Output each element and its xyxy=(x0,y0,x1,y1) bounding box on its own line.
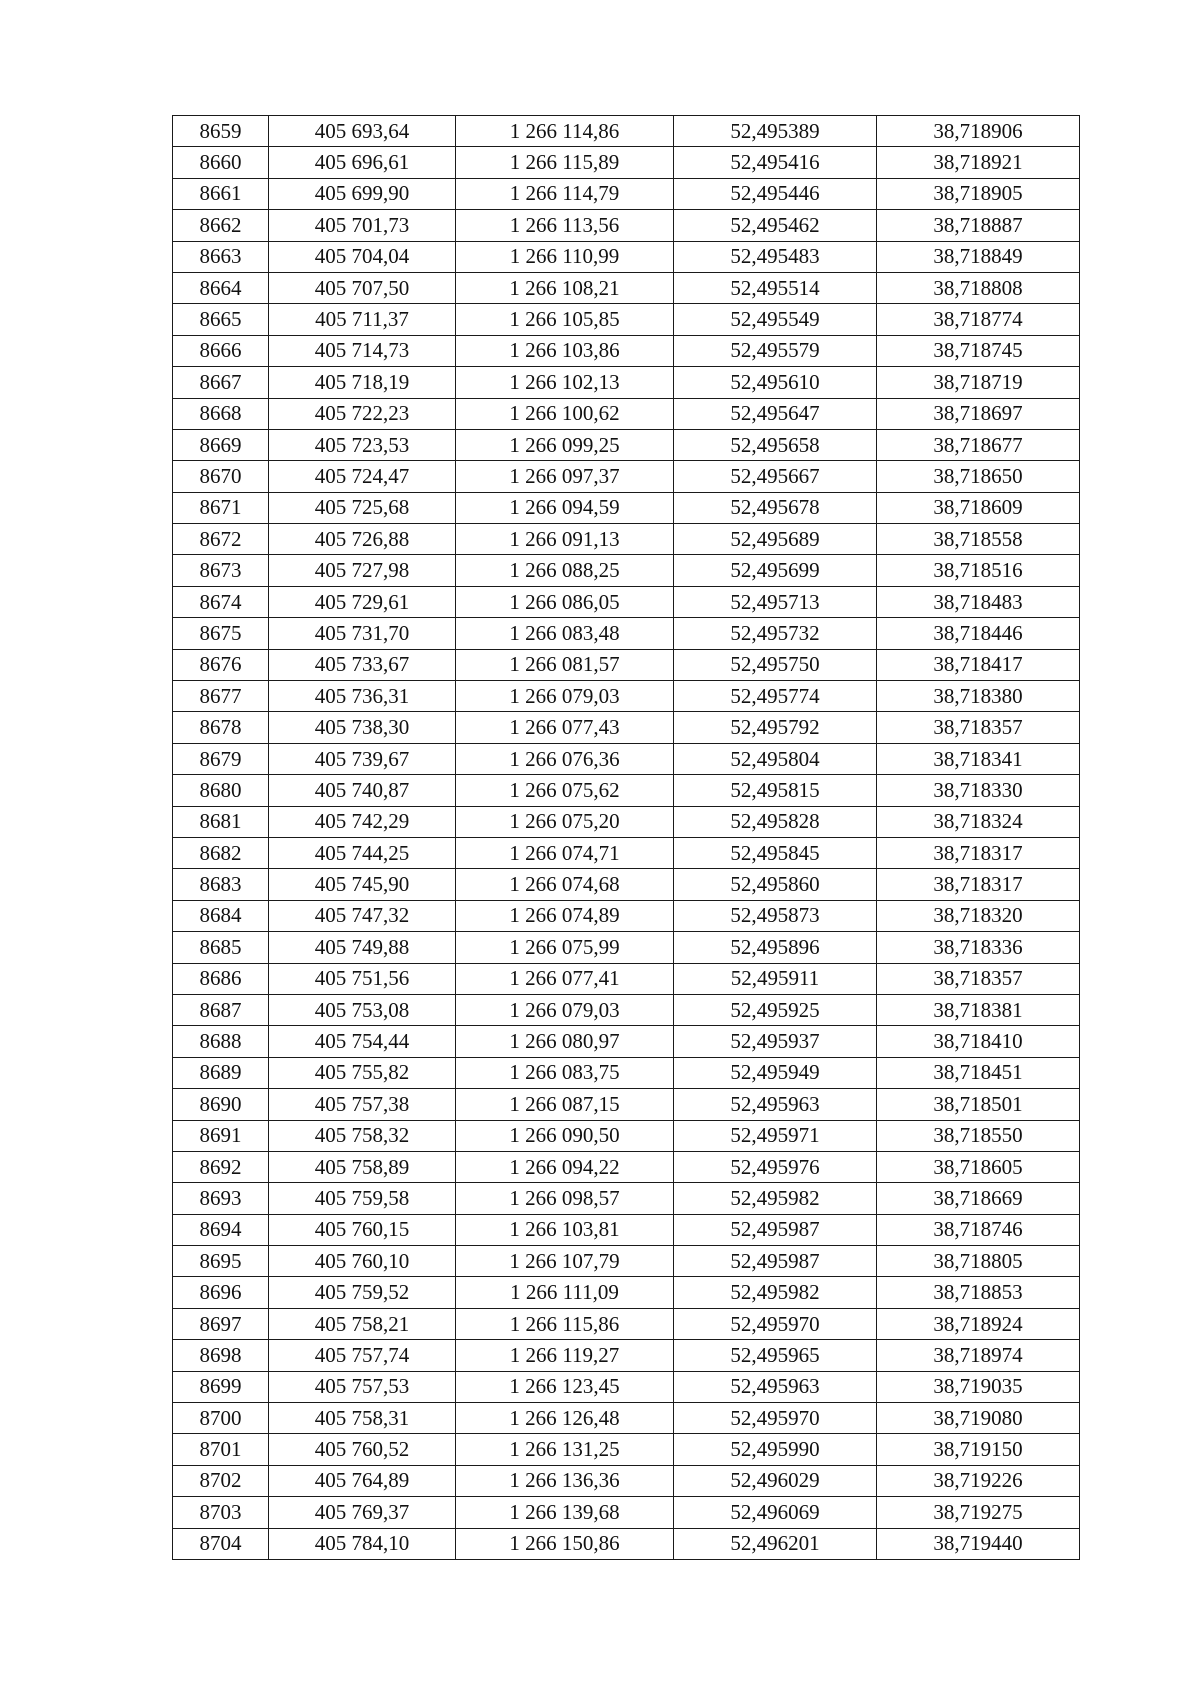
longitude-cell: 38,719035 xyxy=(877,1371,1080,1402)
point-number-cell: 8672 xyxy=(173,524,269,555)
y-coordinate-cell: 1 266 114,79 xyxy=(456,178,674,209)
y-coordinate-cell: 1 266 076,36 xyxy=(456,743,674,774)
table-row xyxy=(173,1403,1080,1434)
longitude-cell: 38,718697 xyxy=(877,398,1080,429)
point-number-cell: 8661 xyxy=(173,178,269,209)
x-coordinate-cell: 405 736,31 xyxy=(269,681,456,712)
y-coordinate-cell: 1 266 108,21 xyxy=(456,272,674,303)
y-coordinate-cell: 1 266 087,15 xyxy=(456,1089,674,1120)
point-number-cell: 8669 xyxy=(173,429,269,460)
latitude-cell: 52,495911 xyxy=(674,963,877,994)
x-coordinate-cell: 405 722,23 xyxy=(269,398,456,429)
x-coordinate-cell: 405 726,88 xyxy=(269,524,456,555)
point-number-cell: 8660 xyxy=(173,147,269,178)
x-coordinate-cell: 405 754,44 xyxy=(269,1026,456,1057)
table-row xyxy=(173,1497,1080,1528)
longitude-cell: 38,718336 xyxy=(877,932,1080,963)
table-row xyxy=(173,1465,1080,1496)
y-coordinate-cell: 1 266 098,57 xyxy=(456,1183,674,1214)
x-coordinate-cell: 405 784,10 xyxy=(269,1528,456,1559)
latitude-cell: 52,495963 xyxy=(674,1371,877,1402)
longitude-cell: 38,718320 xyxy=(877,900,1080,931)
longitude-cell: 38,718609 xyxy=(877,492,1080,523)
latitude-cell: 52,495982 xyxy=(674,1183,877,1214)
latitude-cell: 52,495699 xyxy=(674,555,877,586)
x-coordinate-cell: 405 733,67 xyxy=(269,649,456,680)
x-coordinate-cell: 405 701,73 xyxy=(269,210,456,241)
table-row xyxy=(173,116,1080,147)
table-row xyxy=(173,1308,1080,1339)
longitude-cell: 38,718446 xyxy=(877,618,1080,649)
table-row xyxy=(173,1528,1080,1559)
y-coordinate-cell: 1 266 088,25 xyxy=(456,555,674,586)
y-coordinate-cell: 1 266 139,68 xyxy=(456,1497,674,1528)
x-coordinate-cell: 405 693,64 xyxy=(269,116,456,147)
x-coordinate-cell: 405 745,90 xyxy=(269,869,456,900)
point-number-cell: 8697 xyxy=(173,1308,269,1339)
y-coordinate-cell: 1 266 075,99 xyxy=(456,932,674,963)
y-coordinate-cell: 1 266 131,25 xyxy=(456,1434,674,1465)
x-coordinate-cell: 405 727,98 xyxy=(269,555,456,586)
point-number-cell: 8682 xyxy=(173,837,269,868)
table-row xyxy=(173,994,1080,1025)
point-number-cell: 8677 xyxy=(173,681,269,712)
point-number-cell: 8679 xyxy=(173,743,269,774)
latitude-cell: 52,495549 xyxy=(674,304,877,335)
point-number-cell: 8674 xyxy=(173,586,269,617)
longitude-cell: 38,718558 xyxy=(877,524,1080,555)
table-row xyxy=(173,1120,1080,1151)
point-number-cell: 8676 xyxy=(173,649,269,680)
point-number-cell: 8663 xyxy=(173,241,269,272)
table-row xyxy=(173,712,1080,743)
table-row xyxy=(173,461,1080,492)
table-row xyxy=(173,618,1080,649)
longitude-cell: 38,718906 xyxy=(877,116,1080,147)
latitude-cell: 52,495667 xyxy=(674,461,877,492)
point-number-cell: 8703 xyxy=(173,1497,269,1528)
point-number-cell: 8684 xyxy=(173,900,269,931)
point-number-cell: 8678 xyxy=(173,712,269,743)
longitude-cell: 38,718330 xyxy=(877,775,1080,806)
longitude-cell: 38,719440 xyxy=(877,1528,1080,1559)
y-coordinate-cell: 1 266 100,62 xyxy=(456,398,674,429)
longitude-cell: 38,718550 xyxy=(877,1120,1080,1151)
longitude-cell: 38,718774 xyxy=(877,304,1080,335)
table-row xyxy=(173,555,1080,586)
longitude-cell: 38,718853 xyxy=(877,1277,1080,1308)
longitude-cell: 38,718483 xyxy=(877,586,1080,617)
x-coordinate-cell: 405 759,52 xyxy=(269,1277,456,1308)
table-row xyxy=(173,1183,1080,1214)
y-coordinate-cell: 1 266 090,50 xyxy=(456,1120,674,1151)
y-coordinate-cell: 1 266 123,45 xyxy=(456,1371,674,1402)
x-coordinate-cell: 405 731,70 xyxy=(269,618,456,649)
x-coordinate-cell: 405 760,52 xyxy=(269,1434,456,1465)
longitude-cell: 38,718605 xyxy=(877,1151,1080,1182)
x-coordinate-cell: 405 749,88 xyxy=(269,932,456,963)
latitude-cell: 52,495982 xyxy=(674,1277,877,1308)
longitude-cell: 38,718501 xyxy=(877,1089,1080,1120)
table-row xyxy=(173,1434,1080,1465)
table-row xyxy=(173,1026,1080,1057)
y-coordinate-cell: 1 266 079,03 xyxy=(456,994,674,1025)
longitude-cell: 38,718974 xyxy=(877,1340,1080,1371)
latitude-cell: 52,495446 xyxy=(674,178,877,209)
y-coordinate-cell: 1 266 097,37 xyxy=(456,461,674,492)
x-coordinate-cell: 405 747,32 xyxy=(269,900,456,931)
point-number-cell: 8683 xyxy=(173,869,269,900)
longitude-cell: 38,718887 xyxy=(877,210,1080,241)
y-coordinate-cell: 1 266 080,97 xyxy=(456,1026,674,1057)
latitude-cell: 52,495678 xyxy=(674,492,877,523)
longitude-cell: 38,719080 xyxy=(877,1403,1080,1434)
longitude-cell: 38,718516 xyxy=(877,555,1080,586)
table-row xyxy=(173,1214,1080,1245)
latitude-cell: 52,495937 xyxy=(674,1026,877,1057)
latitude-cell: 52,495462 xyxy=(674,210,877,241)
latitude-cell: 52,495658 xyxy=(674,429,877,460)
x-coordinate-cell: 405 724,47 xyxy=(269,461,456,492)
table-row xyxy=(173,398,1080,429)
y-coordinate-cell: 1 266 094,59 xyxy=(456,492,674,523)
table-row xyxy=(173,743,1080,774)
x-coordinate-cell: 405 755,82 xyxy=(269,1057,456,1088)
latitude-cell: 52,495976 xyxy=(674,1151,877,1182)
y-coordinate-cell: 1 266 086,05 xyxy=(456,586,674,617)
latitude-cell: 52,495713 xyxy=(674,586,877,617)
x-coordinate-cell: 405 696,61 xyxy=(269,147,456,178)
longitude-cell: 38,718669 xyxy=(877,1183,1080,1214)
point-number-cell: 8694 xyxy=(173,1214,269,1245)
longitude-cell: 38,718650 xyxy=(877,461,1080,492)
table-row xyxy=(173,178,1080,209)
longitude-cell: 38,718905 xyxy=(877,178,1080,209)
x-coordinate-cell: 405 729,61 xyxy=(269,586,456,617)
latitude-cell: 52,496201 xyxy=(674,1528,877,1559)
x-coordinate-cell: 405 740,87 xyxy=(269,775,456,806)
table-row xyxy=(173,649,1080,680)
longitude-cell: 38,718357 xyxy=(877,712,1080,743)
y-coordinate-cell: 1 266 099,25 xyxy=(456,429,674,460)
x-coordinate-cell: 405 699,90 xyxy=(269,178,456,209)
longitude-cell: 38,718808 xyxy=(877,272,1080,303)
x-coordinate-cell: 405 760,15 xyxy=(269,1214,456,1245)
latitude-cell: 52,495971 xyxy=(674,1120,877,1151)
latitude-cell: 52,495689 xyxy=(674,524,877,555)
latitude-cell: 52,495774 xyxy=(674,681,877,712)
latitude-cell: 52,496029 xyxy=(674,1465,877,1496)
y-coordinate-cell: 1 266 083,48 xyxy=(456,618,674,649)
longitude-cell: 38,718805 xyxy=(877,1246,1080,1277)
y-coordinate-cell: 1 266 091,13 xyxy=(456,524,674,555)
coordinates-table-body xyxy=(173,116,1080,1560)
y-coordinate-cell: 1 266 103,86 xyxy=(456,335,674,366)
point-number-cell: 8692 xyxy=(173,1151,269,1182)
latitude-cell: 52,495970 xyxy=(674,1308,877,1339)
x-coordinate-cell: 405 759,58 xyxy=(269,1183,456,1214)
table-row xyxy=(173,586,1080,617)
y-coordinate-cell: 1 266 126,48 xyxy=(456,1403,674,1434)
table-row xyxy=(173,241,1080,272)
table-row xyxy=(173,806,1080,837)
y-coordinate-cell: 1 266 074,68 xyxy=(456,869,674,900)
x-coordinate-cell: 405 739,67 xyxy=(269,743,456,774)
y-coordinate-cell: 1 266 150,86 xyxy=(456,1528,674,1559)
longitude-cell: 38,718921 xyxy=(877,147,1080,178)
point-number-cell: 8664 xyxy=(173,272,269,303)
point-number-cell: 8668 xyxy=(173,398,269,429)
longitude-cell: 38,718719 xyxy=(877,367,1080,398)
longitude-cell: 38,718745 xyxy=(877,335,1080,366)
latitude-cell: 52,495860 xyxy=(674,869,877,900)
latitude-cell: 52,496069 xyxy=(674,1497,877,1528)
latitude-cell: 52,495610 xyxy=(674,367,877,398)
point-number-cell: 8670 xyxy=(173,461,269,492)
latitude-cell: 52,495965 xyxy=(674,1340,877,1371)
point-number-cell: 8693 xyxy=(173,1183,269,1214)
point-number-cell: 8659 xyxy=(173,116,269,147)
point-number-cell: 8675 xyxy=(173,618,269,649)
x-coordinate-cell: 405 725,68 xyxy=(269,492,456,523)
latitude-cell: 52,495987 xyxy=(674,1246,877,1277)
point-number-cell: 8696 xyxy=(173,1277,269,1308)
y-coordinate-cell: 1 266 113,56 xyxy=(456,210,674,241)
y-coordinate-cell: 1 266 105,85 xyxy=(456,304,674,335)
table-row xyxy=(173,147,1080,178)
point-number-cell: 8686 xyxy=(173,963,269,994)
point-number-cell: 8704 xyxy=(173,1528,269,1559)
longitude-cell: 38,718341 xyxy=(877,743,1080,774)
longitude-cell: 38,718677 xyxy=(877,429,1080,460)
latitude-cell: 52,495987 xyxy=(674,1214,877,1245)
longitude-cell: 38,718324 xyxy=(877,806,1080,837)
longitude-cell: 38,719150 xyxy=(877,1434,1080,1465)
table-row xyxy=(173,210,1080,241)
table-row xyxy=(173,1340,1080,1371)
table-row xyxy=(173,429,1080,460)
y-coordinate-cell: 1 266 103,81 xyxy=(456,1214,674,1245)
table-row xyxy=(173,1151,1080,1182)
x-coordinate-cell: 405 753,08 xyxy=(269,994,456,1025)
y-coordinate-cell: 1 266 107,79 xyxy=(456,1246,674,1277)
longitude-cell: 38,718924 xyxy=(877,1308,1080,1339)
y-coordinate-cell: 1 266 081,57 xyxy=(456,649,674,680)
x-coordinate-cell: 405 764,89 xyxy=(269,1465,456,1496)
point-number-cell: 8702 xyxy=(173,1465,269,1496)
table-row xyxy=(173,1246,1080,1277)
latitude-cell: 52,495732 xyxy=(674,618,877,649)
longitude-cell: 38,718849 xyxy=(877,241,1080,272)
point-number-cell: 8700 xyxy=(173,1403,269,1434)
x-coordinate-cell: 405 758,21 xyxy=(269,1308,456,1339)
table-row xyxy=(173,963,1080,994)
latitude-cell: 52,495416 xyxy=(674,147,877,178)
latitude-cell: 52,495990 xyxy=(674,1434,877,1465)
x-coordinate-cell: 405 769,37 xyxy=(269,1497,456,1528)
x-coordinate-cell: 405 738,30 xyxy=(269,712,456,743)
x-coordinate-cell: 405 704,04 xyxy=(269,241,456,272)
latitude-cell: 52,495804 xyxy=(674,743,877,774)
table-row xyxy=(173,1089,1080,1120)
longitude-cell: 38,718357 xyxy=(877,963,1080,994)
y-coordinate-cell: 1 266 111,09 xyxy=(456,1277,674,1308)
table-row xyxy=(173,492,1080,523)
y-coordinate-cell: 1 266 079,03 xyxy=(456,681,674,712)
longitude-cell: 38,718317 xyxy=(877,869,1080,900)
table-row xyxy=(173,900,1080,931)
x-coordinate-cell: 405 757,74 xyxy=(269,1340,456,1371)
x-coordinate-cell: 405 707,50 xyxy=(269,272,456,303)
table-row xyxy=(173,304,1080,335)
latitude-cell: 52,495896 xyxy=(674,932,877,963)
point-number-cell: 8665 xyxy=(173,304,269,335)
latitude-cell: 52,495828 xyxy=(674,806,877,837)
table-row xyxy=(173,1277,1080,1308)
x-coordinate-cell: 405 711,37 xyxy=(269,304,456,335)
y-coordinate-cell: 1 266 074,71 xyxy=(456,837,674,868)
y-coordinate-cell: 1 266 074,89 xyxy=(456,900,674,931)
point-number-cell: 8673 xyxy=(173,555,269,586)
table-row xyxy=(173,1371,1080,1402)
point-number-cell: 8698 xyxy=(173,1340,269,1371)
latitude-cell: 52,495925 xyxy=(674,994,877,1025)
latitude-cell: 52,495815 xyxy=(674,775,877,806)
longitude-cell: 38,718410 xyxy=(877,1026,1080,1057)
longitude-cell: 38,719275 xyxy=(877,1497,1080,1528)
x-coordinate-cell: 405 751,56 xyxy=(269,963,456,994)
point-number-cell: 8690 xyxy=(173,1089,269,1120)
y-coordinate-cell: 1 266 115,86 xyxy=(456,1308,674,1339)
y-coordinate-cell: 1 266 075,20 xyxy=(456,806,674,837)
x-coordinate-cell: 405 718,19 xyxy=(269,367,456,398)
point-number-cell: 8695 xyxy=(173,1246,269,1277)
latitude-cell: 52,495647 xyxy=(674,398,877,429)
longitude-cell: 38,718746 xyxy=(877,1214,1080,1245)
y-coordinate-cell: 1 266 077,41 xyxy=(456,963,674,994)
point-number-cell: 8688 xyxy=(173,1026,269,1057)
latitude-cell: 52,495579 xyxy=(674,335,877,366)
y-coordinate-cell: 1 266 114,86 xyxy=(456,116,674,147)
latitude-cell: 52,495389 xyxy=(674,116,877,147)
x-coordinate-cell: 405 757,53 xyxy=(269,1371,456,1402)
x-coordinate-cell: 405 758,31 xyxy=(269,1403,456,1434)
point-number-cell: 8680 xyxy=(173,775,269,806)
latitude-cell: 52,495949 xyxy=(674,1057,877,1088)
latitude-cell: 52,495845 xyxy=(674,837,877,868)
longitude-cell: 38,718380 xyxy=(877,681,1080,712)
point-number-cell: 8667 xyxy=(173,367,269,398)
latitude-cell: 52,495483 xyxy=(674,241,877,272)
table-row xyxy=(173,335,1080,366)
point-number-cell: 8662 xyxy=(173,210,269,241)
point-number-cell: 8691 xyxy=(173,1120,269,1151)
table-row xyxy=(173,932,1080,963)
longitude-cell: 38,719226 xyxy=(877,1465,1080,1496)
point-number-cell: 8671 xyxy=(173,492,269,523)
table-row xyxy=(173,681,1080,712)
latitude-cell: 52,495514 xyxy=(674,272,877,303)
x-coordinate-cell: 405 758,32 xyxy=(269,1120,456,1151)
table-row xyxy=(173,367,1080,398)
table-row xyxy=(173,869,1080,900)
longitude-cell: 38,718417 xyxy=(877,649,1080,680)
y-coordinate-cell: 1 266 077,43 xyxy=(456,712,674,743)
coordinates-table xyxy=(172,115,1080,1560)
point-number-cell: 8666 xyxy=(173,335,269,366)
y-coordinate-cell: 1 266 083,75 xyxy=(456,1057,674,1088)
table-row xyxy=(173,775,1080,806)
latitude-cell: 52,495873 xyxy=(674,900,877,931)
table-row xyxy=(173,837,1080,868)
x-coordinate-cell: 405 758,89 xyxy=(269,1151,456,1182)
x-coordinate-cell: 405 757,38 xyxy=(269,1089,456,1120)
point-number-cell: 8685 xyxy=(173,932,269,963)
point-number-cell: 8701 xyxy=(173,1434,269,1465)
point-number-cell: 8689 xyxy=(173,1057,269,1088)
y-coordinate-cell: 1 266 115,89 xyxy=(456,147,674,178)
y-coordinate-cell: 1 266 136,36 xyxy=(456,1465,674,1496)
longitude-cell: 38,718451 xyxy=(877,1057,1080,1088)
latitude-cell: 52,495750 xyxy=(674,649,877,680)
y-coordinate-cell: 1 266 110,99 xyxy=(456,241,674,272)
longitude-cell: 38,718317 xyxy=(877,837,1080,868)
point-number-cell: 8687 xyxy=(173,994,269,1025)
y-coordinate-cell: 1 266 119,27 xyxy=(456,1340,674,1371)
point-number-cell: 8699 xyxy=(173,1371,269,1402)
table-row xyxy=(173,272,1080,303)
table-row xyxy=(173,524,1080,555)
y-coordinate-cell: 1 266 075,62 xyxy=(456,775,674,806)
x-coordinate-cell: 405 723,53 xyxy=(269,429,456,460)
longitude-cell: 38,718381 xyxy=(877,994,1080,1025)
latitude-cell: 52,495970 xyxy=(674,1403,877,1434)
y-coordinate-cell: 1 266 094,22 xyxy=(456,1151,674,1182)
table-row xyxy=(173,1057,1080,1088)
x-coordinate-cell: 405 760,10 xyxy=(269,1246,456,1277)
x-coordinate-cell: 405 742,29 xyxy=(269,806,456,837)
latitude-cell: 52,495963 xyxy=(674,1089,877,1120)
x-coordinate-cell: 405 714,73 xyxy=(269,335,456,366)
point-number-cell: 8681 xyxy=(173,806,269,837)
x-coordinate-cell: 405 744,25 xyxy=(269,837,456,868)
y-coordinate-cell: 1 266 102,13 xyxy=(456,367,674,398)
latitude-cell: 52,495792 xyxy=(674,712,877,743)
